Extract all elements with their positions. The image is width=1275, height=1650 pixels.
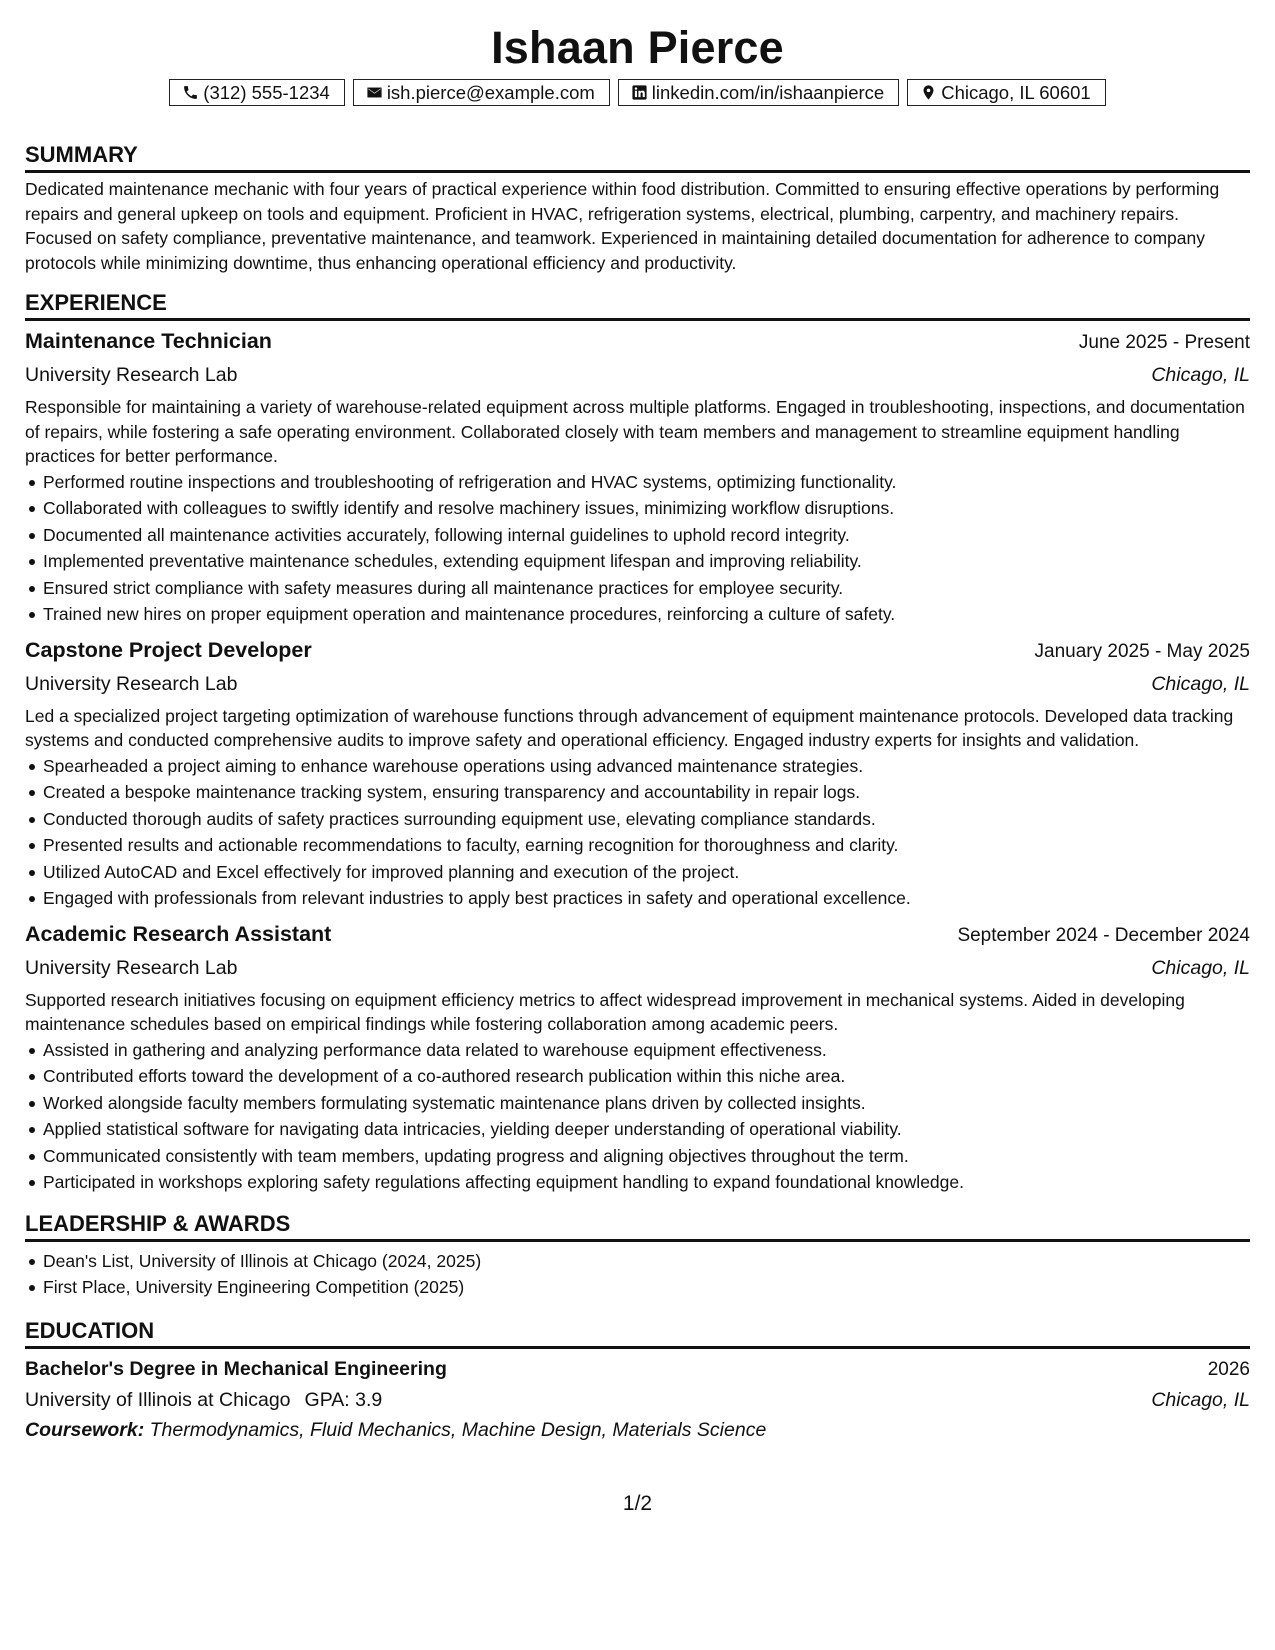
section-title-summary: SUMMARY <box>25 141 1250 173</box>
resume-page <box>25 0 1250 1444</box>
list-item: Collaborated with colleagues to swiftly identify and resolve machinery issues, minimizing workflow disruptions. <box>43 495 1250 522</box>
summary-text: Dedicated maintenance mechanic with four years of practical experience within food distribution. Committed to ensuring effective operations by performing repairs and general upkeep on tools and equipment. Proficient in HVAC, refrigeration systems, electrical, plumbing, carpentry, and machinery repairs. Focused on safety compliance, preventative maintenance, and teamwork. Experienced in maintaining detailed documentation for adherence to company protocols while minimizing downtime, thus enhancing operational efficiency and productivity. <box>25 179 1220 273</box>
job-entry <box>25 636 1250 912</box>
list-item: Contributed efforts toward the development of a co-authored research publication within this niche area. <box>43 1063 1250 1090</box>
awards-section <box>25 1210 1250 1301</box>
job-location: Chicago, IL <box>1151 956 1250 979</box>
education-section <box>25 1317 1250 1444</box>
section-title-experience: EXPERIENCE <box>25 289 1250 321</box>
graduation-year: 2026 <box>1207 1358 1250 1380</box>
job-title: Maintenance Technician <box>25 329 272 353</box>
job-organization: University Research Lab <box>25 672 238 695</box>
phone-icon <box>182 84 199 101</box>
school-name: University of Illinois at Chicago <box>25 1388 291 1411</box>
list-item: Assisted in gathering and analyzing performance data related to warehouse equipment effectiveness. <box>43 1037 1250 1064</box>
experience-section <box>25 289 1250 1196</box>
contact-phone-text: (312) 555-1234 <box>203 81 330 103</box>
job-description: Supported research initiatives focusing on equipment efficiency metrics to affect widespread improvement in mechanical systems. Aided in developing maintenance schedules based on empirical findings while fostering collaboration among academic peers. <box>25 989 1185 1034</box>
job-organization: University Research Lab <box>25 956 238 979</box>
section-title-awards: LEADERSHIP & AWARDS <box>25 1210 1250 1242</box>
job-bullets <box>25 1037 1250 1196</box>
job-entry <box>25 327 1250 628</box>
job-description: Responsible for maintaining a variety of warehouse-related equipment across multiple platforms. Engaged in troubleshooting, inspections, and documentation of repairs, while fostering a safe operating environment. Collaborated closely with team members and management to streamline equipment handling practices for better performance. <box>25 397 1245 466</box>
job-dates: June 2025 - Present <box>1078 332 1250 353</box>
page-number: 1/2 <box>622 1492 653 1515</box>
summary-section <box>25 141 1250 275</box>
job-organization: University Research Lab <box>25 364 238 386</box>
job-bullets <box>25 753 1250 912</box>
list-item: Presented results and actionable recommendations to faculty, earning recognition for thoroughness and clarity. <box>43 832 1250 859</box>
contact-email[interactable] <box>353 79 610 106</box>
list-item: Documented all maintenance activities accurately, following internal guidelines to uphold record integrity. <box>43 522 1250 549</box>
job-title: Academic Research Assistant <box>25 921 332 946</box>
list-item: Conducted thorough audits of safety practices surrounding equipment use, elevating compliance standards. <box>43 806 1250 833</box>
list-item: Performed routine inspections and troubleshooting of refrigeration and HVAC systems, optimizing functionality. <box>43 469 1250 496</box>
list-item: Dean's List, University of Illinois at Chicago (2024, 2025) <box>43 1248 1250 1275</box>
gpa: GPA: 3.9 <box>304 1388 383 1411</box>
list-item: First Place, University Engineering Competition (2025) <box>43 1274 1250 1301</box>
job-location: Chicago, IL <box>1151 672 1250 695</box>
contact-bar <box>25 79 1250 106</box>
coursework-label: Coursework: <box>25 1418 145 1441</box>
list-item: Worked alongside faculty members formulating systematic maintenance plans driven by collected insights. <box>43 1090 1250 1117</box>
list-item: Created a bespoke maintenance tracking system, ensuring transparency and accountability in repair logs. <box>43 779 1250 806</box>
envelope-icon <box>366 84 383 101</box>
job-description: Led a specialized project targeting optimization of warehouse functions through advancement of equipment maintenance protocols. Developed data tracking systems and conducted comprehensive audits to improve safety and operational efficiency. Engaged industry experts for insights and validation. <box>25 705 1234 750</box>
list-item: Engaged with professionals from relevant industries to apply best practices in safety and operational excellence. <box>43 885 1250 912</box>
list-item: Communicated consistently with team members, updating progress and aligning objectives throughout the term. <box>43 1143 1250 1170</box>
contact-location <box>907 79 1105 106</box>
job-bullets <box>25 469 1250 628</box>
list-item: Trained new hires on proper equipment operation and maintenance procedures, reinforcing a culture of safety. <box>43 601 1250 628</box>
school-location: Chicago, IL <box>1151 1388 1250 1411</box>
list-item: Applied statistical software for navigating data intricacies, yielding deeper understanding of operational viability. <box>43 1116 1250 1143</box>
map-pin-icon <box>920 84 937 101</box>
list-item: Utilized AutoCAD and Excel effectively for improved planning and execution of the project. <box>43 859 1250 886</box>
coursework <box>25 1416 1250 1444</box>
section-title-education: EDUCATION <box>25 1317 1250 1349</box>
job-entry <box>25 920 1250 1196</box>
contact-phone[interactable] <box>169 79 345 106</box>
awards-list <box>25 1248 1250 1301</box>
degree-title: Bachelor's Degree in Mechanical Engineering <box>25 1357 447 1380</box>
list-item: Implemented preventative maintenance schedules, extending equipment lifespan and improving reliability. <box>43 548 1250 575</box>
contact-linkedin-text: linkedin.com/in/ishaanpierce <box>651 81 885 103</box>
job-dates: September 2024 - December 2024 <box>957 924 1250 946</box>
coursework-list: Thermodynamics, Fluid Mechanics, Machine Design, Materials Science <box>149 1418 767 1441</box>
list-item: Spearheaded a project aiming to enhance warehouse operations using advanced maintenance strategies. <box>43 753 1250 780</box>
job-dates: January 2025 - May 2025 <box>1034 640 1250 662</box>
job-title: Capstone Project Developer <box>25 637 312 662</box>
contact-location-text: Chicago, IL 60601 <box>941 81 1091 103</box>
job-location: Chicago, IL <box>1151 364 1250 386</box>
linkedin-icon <box>631 84 648 101</box>
contact-linkedin[interactable] <box>618 79 899 106</box>
list-item: Ensured strict compliance with safety measures during all maintenance practices for employee security. <box>43 575 1250 602</box>
list-item: Participated in workshops exploring safety regulations affecting equipment handling to expand foundational knowledge. <box>43 1169 1250 1196</box>
candidate-name: Ishaan Pierce <box>491 22 784 73</box>
contact-email-text: ish.pierce@example.com <box>386 81 595 103</box>
